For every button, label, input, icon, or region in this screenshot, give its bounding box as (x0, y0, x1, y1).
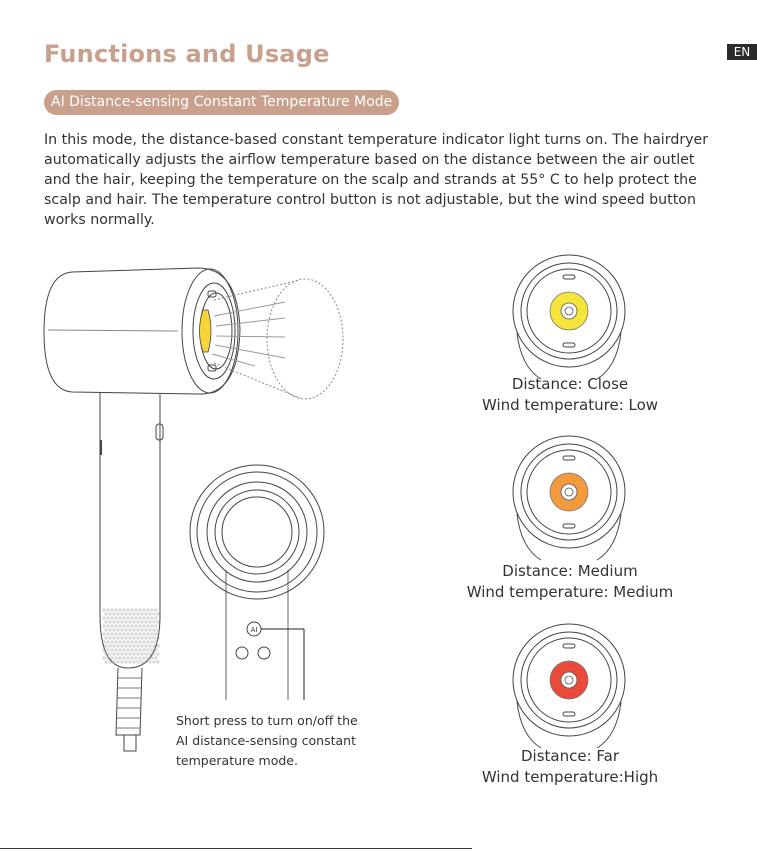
grip-dot (153, 637, 155, 639)
grip-dot (115, 657, 117, 659)
grip-dot (125, 613, 127, 615)
grip-dot (107, 609, 109, 611)
grip-dot (117, 661, 119, 663)
temperature-label: Wind temperature:High (481, 768, 659, 786)
grip-dot (141, 621, 143, 623)
grip-dot (139, 625, 141, 627)
grip-dot (123, 609, 125, 611)
nozzle-center-dot (565, 307, 573, 315)
grip-dot (111, 657, 113, 659)
grip-dot (149, 661, 151, 663)
nozzle-center-dot (565, 488, 573, 496)
grip-dot (139, 641, 141, 643)
grip-dot (103, 657, 105, 659)
grip-dot (143, 625, 145, 627)
grip-dot (121, 629, 123, 631)
grip-dot (103, 609, 105, 611)
nozzle-slot-top (563, 456, 575, 460)
grip-dot (107, 617, 109, 619)
grip-dot (117, 645, 119, 647)
distance-label: Distance: Medium (502, 562, 638, 580)
grip-dot (109, 613, 111, 615)
grip-dot (113, 645, 115, 647)
nozzle-slot-top (563, 644, 575, 648)
grip-dot (155, 617, 157, 619)
page-title: Functions and Usage (44, 40, 330, 68)
grip-dot (117, 613, 119, 615)
nozzle-slot-top (563, 275, 575, 279)
grip-dot (139, 649, 141, 651)
grip-dot (153, 661, 155, 663)
grip-dot (151, 633, 153, 635)
grip-dot (105, 613, 107, 615)
grip-dot (117, 629, 119, 631)
grip-dot (113, 621, 115, 623)
grip-dot (115, 609, 117, 611)
grip-dot (119, 625, 121, 627)
grip-dot (153, 653, 155, 655)
footer-rule (0, 848, 472, 849)
grip-dot (107, 625, 109, 627)
grip-dot (123, 641, 125, 643)
callout-leader (261, 629, 304, 700)
grip-dot (157, 621, 159, 623)
grip-dot (109, 653, 111, 655)
grip-dot (133, 613, 135, 615)
ai-button-label: AI (250, 626, 258, 634)
grip-dot (151, 625, 153, 627)
grip-dot (117, 653, 119, 655)
language-badge: EN (727, 44, 757, 60)
grip-dot (157, 613, 159, 615)
grip-dot (109, 645, 111, 647)
grip-dot (147, 609, 149, 611)
grip-dot (133, 645, 135, 647)
grip-dot (131, 657, 133, 659)
state-caption-close (470, 374, 670, 416)
grip-dot (149, 653, 151, 655)
grip-dot (147, 657, 149, 659)
grip-dot (125, 645, 127, 647)
grip-dot (109, 661, 111, 663)
grip-dot (147, 633, 149, 635)
nozzle-state-far (513, 624, 625, 748)
grip-dot (141, 653, 143, 655)
grip-dot (143, 641, 145, 643)
grip-dot (145, 621, 147, 623)
grip-dot (155, 649, 157, 651)
temperature-label: Wind temperature: Medium (466, 583, 674, 601)
grip-dot (131, 641, 133, 643)
grip-dot (111, 649, 113, 651)
grip-dot (149, 621, 151, 623)
grip-dot (121, 653, 123, 655)
grip-dot (135, 633, 137, 635)
grip-dot (113, 613, 115, 615)
grip-dot (119, 649, 121, 651)
grip-dot (157, 653, 159, 655)
grip-dot (149, 645, 151, 647)
grip-dot (135, 649, 137, 651)
grip-dot (137, 629, 139, 631)
grip-dot (115, 633, 117, 635)
grip-dot (141, 629, 143, 631)
grip-dot (149, 613, 151, 615)
grip-dot (121, 661, 123, 663)
speed-button[interactable] (258, 647, 270, 659)
nozzle-state-medium (513, 436, 625, 560)
grip-dot (135, 617, 137, 619)
grip-dot (127, 649, 129, 651)
grip-dot (121, 637, 123, 639)
grip-dot (133, 637, 135, 639)
grip-dot (113, 653, 115, 655)
state-caption-far (470, 746, 670, 788)
grip-dot (137, 645, 139, 647)
grip-dot (131, 609, 133, 611)
grip-dot (151, 657, 153, 659)
grip-dot (129, 653, 131, 655)
nozzle-yellow-light (200, 310, 212, 352)
grip-dot (129, 637, 131, 639)
grip-dot (121, 621, 123, 623)
grip-dot (131, 649, 133, 651)
grip-dot (147, 617, 149, 619)
grip-dot (119, 609, 121, 611)
grip-dot (143, 609, 145, 611)
grip-dot (129, 661, 131, 663)
grip-dot (141, 637, 143, 639)
grip-dot (141, 645, 143, 647)
grip-dot (125, 653, 127, 655)
grip-dot (137, 637, 139, 639)
grip-dot (151, 641, 153, 643)
grip-dot (123, 617, 125, 619)
grip-dot (133, 629, 135, 631)
grip-dot (131, 625, 133, 627)
grip-dot (119, 641, 121, 643)
grip-dot (105, 637, 107, 639)
grip-dot (127, 633, 129, 635)
distance-label: Distance: Far (520, 747, 620, 765)
grip-dot (153, 629, 155, 631)
grip-dot (113, 629, 115, 631)
grip-dot (111, 625, 113, 627)
grip-dot (119, 617, 121, 619)
grip-dot (129, 621, 131, 623)
grip-dot (121, 645, 123, 647)
grip-dot (115, 625, 117, 627)
grip-dot (135, 657, 137, 659)
grip-dot (139, 617, 141, 619)
grip-dot (119, 657, 121, 659)
grip-dot (125, 621, 127, 623)
grip-dot (129, 629, 131, 631)
grip-dot (145, 637, 147, 639)
grip-dot (127, 657, 129, 659)
grip-dot (155, 633, 157, 635)
grip-dot (111, 633, 113, 635)
nozzle-center-dot (565, 676, 573, 684)
grip-dot (143, 633, 145, 635)
grip-dot (115, 617, 117, 619)
grip-dot (123, 657, 125, 659)
grip-dot (127, 609, 129, 611)
grip-dot (123, 625, 125, 627)
grip-dot (103, 617, 105, 619)
grip-dot (143, 617, 145, 619)
grip-dot (151, 649, 153, 651)
grip-dot (155, 625, 157, 627)
grip-dot (135, 609, 137, 611)
grip-dot (143, 657, 145, 659)
grip-dot (145, 653, 147, 655)
grip-dot (129, 613, 131, 615)
temperature-button[interactable] (236, 647, 248, 659)
grip-dot (135, 641, 137, 643)
grip-dot (153, 645, 155, 647)
grip-dot (147, 649, 149, 651)
grip-dot (109, 629, 111, 631)
grip-dot (135, 625, 137, 627)
nozzle-state-close (513, 255, 625, 379)
state-caption-medium (450, 561, 690, 603)
grip-dot (127, 641, 129, 643)
ai-button-callout-text: Short press to turn on/off the AI distance-sensing constant temperature mode. (176, 713, 358, 768)
grip-dot (131, 633, 133, 635)
grip-dot (113, 637, 115, 639)
grip-dot (153, 621, 155, 623)
grip-dot (131, 617, 133, 619)
grip-dot (157, 661, 159, 663)
grip-dot (141, 613, 143, 615)
grip-dot (127, 625, 129, 627)
grip-dot (139, 609, 141, 611)
grip-dot (107, 649, 109, 651)
grip-dot (137, 653, 139, 655)
grip-dot (143, 649, 145, 651)
grip-dot (149, 629, 151, 631)
grip-dot (147, 641, 149, 643)
grip-dot (149, 637, 151, 639)
grip-dot (125, 629, 127, 631)
grip-dot (147, 625, 149, 627)
section-description: In this mode, the distance-based constant temperature indicator light turns on. The hairdryer automatically adjusts the airflow temperature based on the distance between the air outlet and the hair, keeping the temperature on the scalp and strands at 55° C to help protect the scalp and hair. The temperature control button is not adjustable, but the wind speed button works normally. (44, 132, 709, 228)
grip-dot (155, 657, 157, 659)
grip-dot (117, 637, 119, 639)
grip-dot (105, 621, 107, 623)
grip-dot (133, 661, 135, 663)
grip-dot (119, 633, 121, 635)
distance-label: Distance: Close (511, 375, 629, 393)
grip-dot (117, 621, 119, 623)
temperature-label: Wind temperature: Low (481, 396, 659, 414)
grip-dot (121, 613, 123, 615)
grip-dot (103, 641, 105, 643)
grip-dot (109, 637, 111, 639)
grip-dot (151, 609, 153, 611)
nozzle-slot-bottom (563, 712, 575, 716)
grip-dot (139, 657, 141, 659)
grip-dot (103, 625, 105, 627)
grip-dot (107, 641, 109, 643)
grip-dot (145, 629, 147, 631)
grip-dot (137, 661, 139, 663)
grip-dot (125, 661, 127, 663)
grip-dot (157, 645, 159, 647)
grip-dot (109, 621, 111, 623)
grip-dot (155, 609, 157, 611)
section-label: AI Distance-sensing Constant Temperature Mode (44, 90, 399, 115)
grip-dot (137, 613, 139, 615)
grip-dot (151, 617, 153, 619)
grip-dot (125, 637, 127, 639)
grip-dot (145, 613, 147, 615)
grip-dot (139, 633, 141, 635)
grip-dot (107, 633, 109, 635)
nozzle-slot-bottom (563, 524, 575, 528)
grip-dot (111, 609, 113, 611)
grip-dot (105, 661, 107, 663)
grip-dot (129, 645, 131, 647)
grip-dot (133, 621, 135, 623)
grip-dot (123, 633, 125, 635)
grip-dot (141, 661, 143, 663)
handle-texture (103, 609, 159, 663)
grip-dot (137, 621, 139, 623)
grip-dot (145, 645, 147, 647)
grip-dot (105, 645, 107, 647)
nozzle-slot-bottom (563, 343, 575, 347)
grip-dot (127, 617, 129, 619)
grip-dot (115, 649, 117, 651)
grip-dot (153, 613, 155, 615)
grip-dot (133, 653, 135, 655)
grip-dot (115, 641, 117, 643)
grip-dot (111, 641, 113, 643)
grip-dot (105, 629, 107, 631)
grip-dot (111, 617, 113, 619)
grip-dot (103, 633, 105, 635)
grip-dot (123, 649, 125, 651)
